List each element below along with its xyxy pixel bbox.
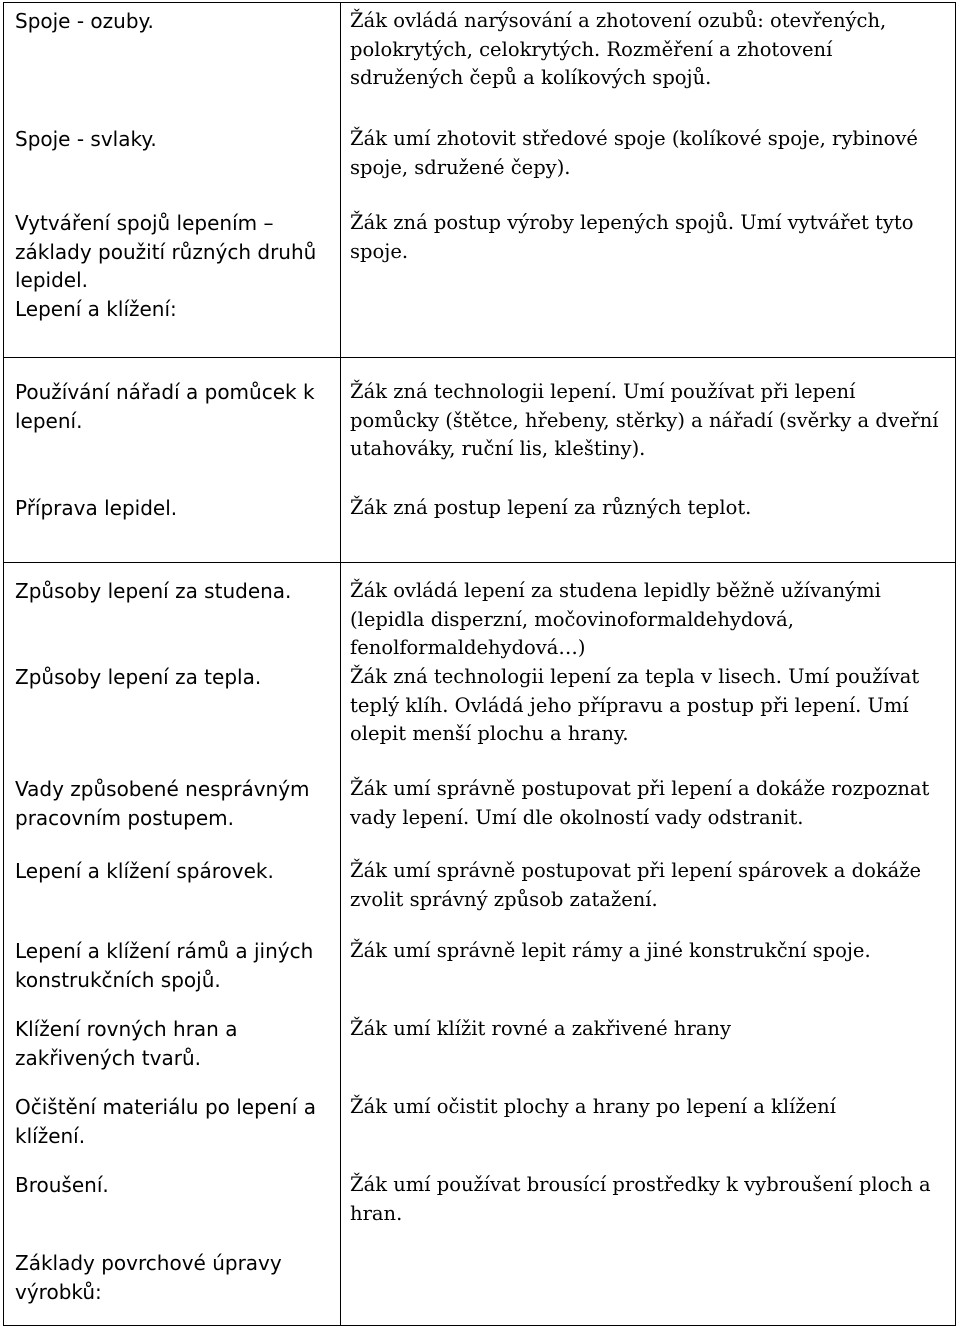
outcome-item: Žák zná technologii lepení za tepla v lisech. Umí používat teplý klíh. Ovládá jeho přípravu a postup při lepení. Umí olepit menší plochu a hrany.	[350, 665, 920, 745]
topic-item: Lepení a klížení spárovek.	[15, 859, 274, 883]
topic-cell	[4, 3, 341, 358]
topic-item: Spoje - svlaky.	[15, 127, 157, 151]
topic-item: Klížení rovných hran a zakřivených tvarů.	[15, 1017, 238, 1070]
topic-item: Způsoby lepení za studena.	[15, 579, 292, 603]
outcome-item: Žák umí používat brousící prostředky k vybroušení ploch a hran.	[350, 1173, 931, 1225]
topic-cell	[4, 358, 341, 563]
outcome-cell	[341, 358, 956, 563]
outcome-cell	[341, 3, 956, 358]
topic-item: Vytváření spojů lepením – základy použití různých druhů lepidel.	[15, 211, 317, 292]
outcome-item: Žák umí správně postupovat při lepení spárovek a dokáže zvolit správný způsob zatažení.	[350, 859, 922, 911]
topic-item: Lepení a klížení rámů a jiných konstrukčních spojů.	[15, 939, 314, 992]
outcome-item: Žák umí správně postupovat při lepení a dokáže rozpoznat vady lepení. Umí dle okolností vady odstranit.	[350, 777, 930, 829]
topic-item: Očištění materiálu po lepení a klížení.	[15, 1095, 316, 1148]
table-row	[4, 358, 956, 563]
outcome-item: Žák zná postup lepení za různých teplot.	[350, 496, 752, 519]
outcome-item: Žák umí správně lepit rámy a jiné konstrukční spoje.	[350, 939, 871, 962]
topic-item: Vady způsobené nesprávným pracovním postupem.	[15, 777, 310, 830]
topic-item: Způsoby lepení za tepla.	[15, 665, 262, 689]
outcome-item: Žák umí očistit plochy a hrany po lepení a klížení	[350, 1095, 836, 1118]
topic-item: Spoje - ozuby.	[15, 9, 154, 33]
outcome-item: Žák umí klížit rovné a zakřivené hrany	[350, 1017, 731, 1040]
outcome-item: Žák ovládá lepení za studena lepidly běžně užívanými (lepidla disperzní, močovinoformaldehydová, fenolformaldehydová…)	[350, 579, 881, 659]
outcome-item: Žák ovládá narýsování a zhotovení ozubů: otevřených, polokrytých, celokrytých. Rozměření a zhotovení sdružených čepů a kolíkových spojů.	[350, 9, 887, 89]
outcome-item: Žák umí zhotovit středové spoje (kolíkové spoje, rybinové spoje, sdružené čepy).	[350, 127, 918, 179]
curriculum-table	[3, 2, 956, 1326]
table-row	[4, 563, 956, 1326]
topic-item: Základy povrchové úpravy výrobků:	[15, 1251, 282, 1304]
topic-item: Lepení a klížení:	[15, 297, 177, 321]
topic-item: Broušení.	[15, 1173, 109, 1197]
topic-item: Příprava lepidel.	[15, 496, 178, 520]
outcome-cell	[341, 563, 956, 1326]
topic-item: Používání nářadí a pomůcek k lepení.	[15, 380, 315, 433]
table-row	[4, 3, 956, 358]
outcome-item: Žák zná postup výroby lepených spojů. Umí vytvářet tyto spoje.	[350, 211, 914, 263]
topic-cell	[4, 563, 341, 1326]
outcome-item: Žák zná technologii lepení. Umí používat při lepení pomůcky (štětce, hřebeny, stěrky) a nářadí (svěrky a dveřní utahováky, ruční lis, kleštiny).	[350, 380, 939, 460]
